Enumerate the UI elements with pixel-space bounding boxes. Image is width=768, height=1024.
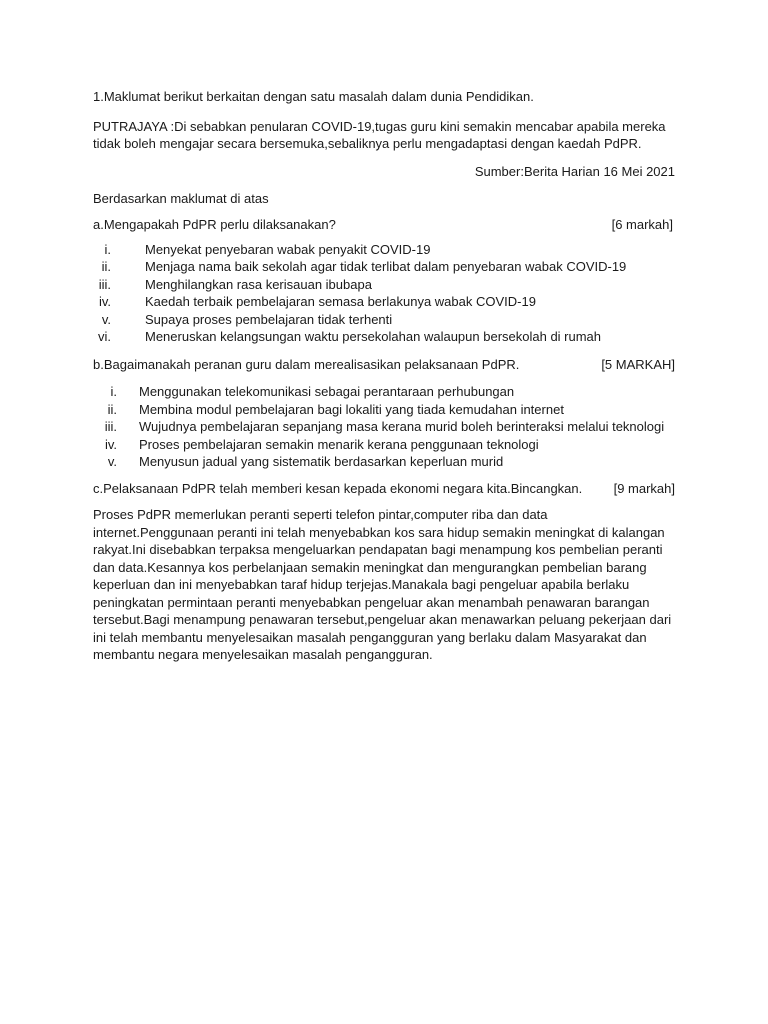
news-line-2: tidak boleh mengajar secara bersemuka,sebaliknya perlu mengadaptasi dengan kaedah PdPR. xyxy=(93,136,642,151)
answer-line: rakyat.Ini disebabkan terpaksa mengeluarkan pendapatan bagi menampung kos pembelian peranti xyxy=(93,542,663,558)
list-item-text: Meneruskan kelangsungan waktu persekolahan walaupun bersekolah di rumah xyxy=(145,329,602,345)
answer-line: dan data.Kesannya kos perbelanjaan semakin meningkat dan mengurangkan pembelian barang xyxy=(93,559,647,575)
list-item xyxy=(93,401,675,419)
part-b-heading xyxy=(93,357,675,372)
news-source: Sumber:Berita Harian 16 Mei 2021 xyxy=(474,163,675,179)
list-item-text: Proses pembelajaran semakin menarik kerana penggunaan teknologi xyxy=(139,436,539,452)
part-c-question: c.Pelaksanaan PdPR telah memberi kesan kepada ekonomi negara kita.Bincangkan. xyxy=(93,481,583,497)
list-item-text: Menghilangkan rasa kerisauan ibubapa xyxy=(145,276,372,292)
part-b-marks: [5 MARKAH] xyxy=(601,357,675,373)
list-item-number: ii. xyxy=(107,401,117,417)
part-b-list xyxy=(93,383,675,471)
list-item xyxy=(93,328,675,346)
answer-line: peningkatan permintaan peranti menyebabkan pengeluar akan menambah penawaran barangan xyxy=(93,594,650,610)
list-item xyxy=(93,453,675,471)
part-c-heading xyxy=(93,481,675,496)
question-1: 1.Maklumat berikut berkaitan dengan satu masalah dalam dunia Pendidikan. xyxy=(93,89,534,104)
part-a-heading xyxy=(93,217,675,232)
part-a-list xyxy=(93,241,675,347)
list-item-number: i. xyxy=(104,241,111,257)
answer-line: ini telah membantu menyelesaikan masalah pengangguran yang berlaku dalam Masyarakat dan xyxy=(93,629,647,645)
list-item-text: Membina modul pembelajaran bagi lokaliti yang tiada kemudahan internet xyxy=(139,401,564,417)
list-item-number: v. xyxy=(101,311,111,327)
part-a-question: a.Mengapakah PdPR perlu dilaksanakan? xyxy=(93,216,336,232)
list-item xyxy=(93,258,675,276)
list-item-number: v. xyxy=(107,454,117,470)
answer-line: membantu negara menyelesaikan masalah pengangguran. xyxy=(93,647,433,663)
list-item xyxy=(93,383,675,401)
list-item xyxy=(93,241,675,259)
list-item-text: Supaya proses pembelajaran tidak terhenti xyxy=(145,311,393,327)
list-item-number: iv. xyxy=(98,294,111,310)
answer-line: Proses PdPR memerlukan peranti seperti telefon pintar,computer riba dan data xyxy=(93,507,548,523)
list-item-number: iii. xyxy=(98,276,111,292)
list-item-number: iii. xyxy=(104,419,117,435)
list-item xyxy=(93,293,675,311)
intro-text: Berdasarkan maklumat di atas xyxy=(93,191,269,206)
part-b-question: b.Bagaimanakah peranan guru dalam merealisasikan pelaksanaan PdPR. xyxy=(93,357,520,373)
list-item-text: Menyekat penyebaran wabak penyakit COVID-19 xyxy=(145,241,431,257)
news-excerpt xyxy=(93,118,675,153)
part-a-marks: [6 markah] xyxy=(611,216,673,232)
document-page xyxy=(93,88,675,664)
answer-line: internet.Penggunaan peranti ini telah menyebabkan kos sara hidup semakin meningkat di kalangan xyxy=(93,524,665,540)
list-item-number: vi. xyxy=(98,329,111,345)
list-item-text: Menjaga nama baik sekolah agar tidak terlibat dalam penyebaran wabak COVID-19 xyxy=(145,259,627,275)
answer-line: keperluan dan ini menyebabkan taraf hidup terjejas.Manakala bagi pengeluar apabila berlaku xyxy=(93,577,630,593)
list-item-number: i. xyxy=(110,384,117,400)
list-item-text: Kaedah terbaik pembelajaran semasa berlakunya wabak COVID-19 xyxy=(145,294,536,310)
list-item-text: Wujudnya pembelajaran sepanjang masa kerana murid boleh berinteraksi melalui teknologi xyxy=(139,419,665,435)
part-c-marks: [9 markah] xyxy=(613,481,675,497)
list-item-text: Menyusun jadual yang sistematik berdasarkan keperluan murid xyxy=(139,454,504,470)
list-item xyxy=(93,418,675,436)
answer-line: tersebut.Bagi menampung penawaran tersebut,pengeluar akan menawarkan peluang pekerjaan dari xyxy=(93,612,672,628)
list-item xyxy=(93,311,675,329)
list-item xyxy=(93,276,675,294)
news-line-1: PUTRAJAYA :Di sebabkan penularan COVID-19,tugas guru kini semakin mencabar apabila mereka xyxy=(93,118,666,134)
list-item-text: Menggunakan telekomunikasi sebagai perantaraan perhubungan xyxy=(139,384,515,400)
list-item-number: iv. xyxy=(104,436,117,452)
list-item xyxy=(93,436,675,454)
list-item-number: ii. xyxy=(101,259,111,275)
part-c-answer xyxy=(93,506,675,664)
